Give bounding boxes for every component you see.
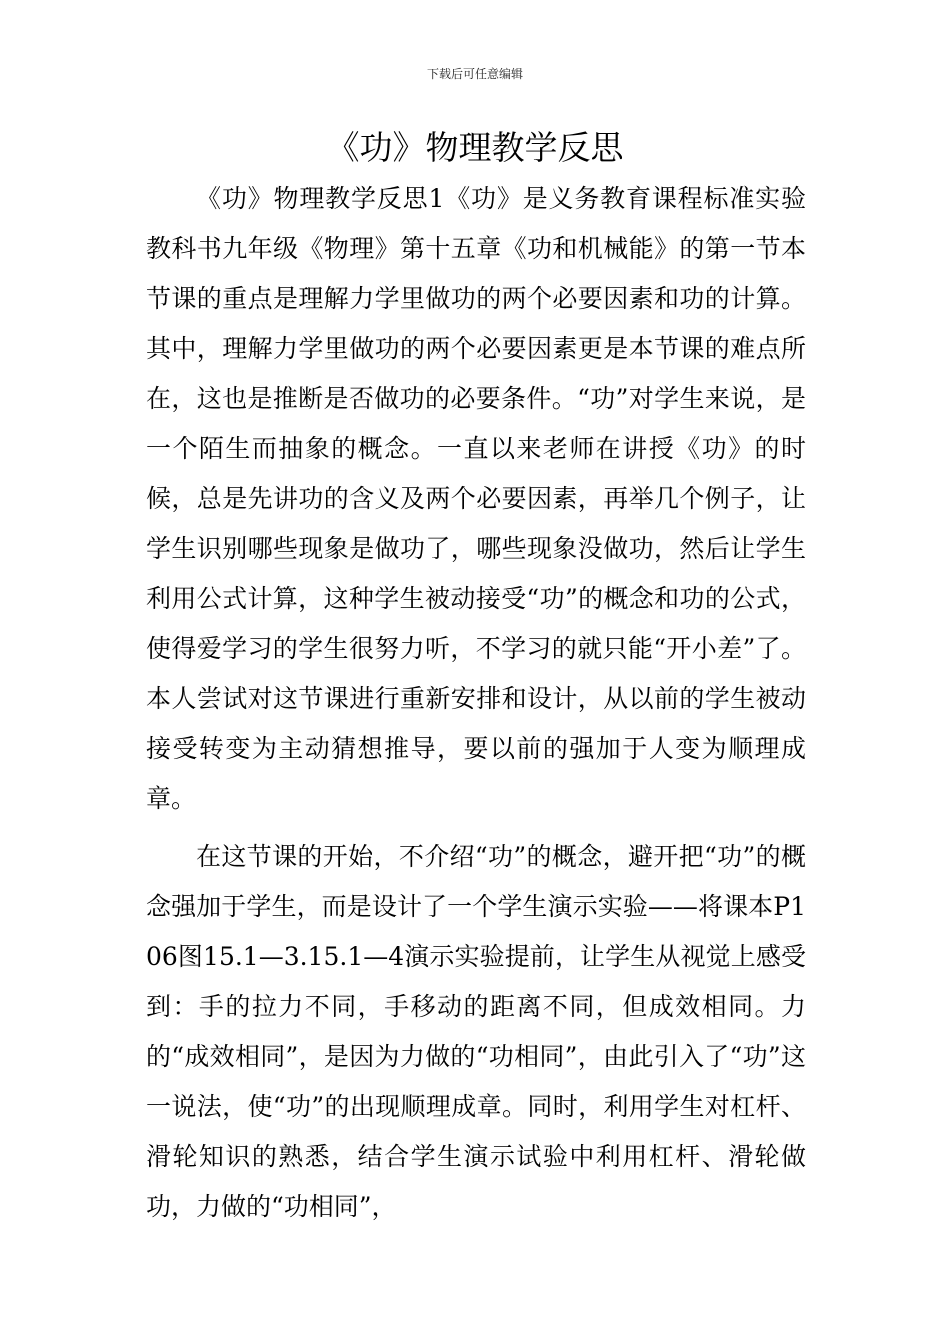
header-note: 下载后可任意编辑: [426, 67, 523, 81]
document-title: 《功》物理教学反思: [326, 128, 624, 167]
paragraph-1: 《功》物理教学反思1《功》是义务教育课程标准实验教科书九年级《物理》第十五章《功和机械能》的第一节本节课的重点是理解力学里做功的两个必要因素和功的计算。其中，理解力学里做功的两个必要因素更是本节课的难点所在，这也是推断是否做功的必要条件。“功”对学生来说，是一个陌生而抽象的概念。一直以来老师在讲授《功》的时候，总是先讲功的含义及两个必要因素，再举几个例子，让学生识别哪些现象是做功了，哪些现象没做功，然后让学生利用公式计算，这种学生被动接受“功”的概念和功的公式，使得爱学习的学生很努力听，不学习的就只能“开小差”了。本人尝试对这节课进行重新安排和设计，从以前的学生被动接受转变为主动猜想推导，要以前的强加于人变为顺理成章。: [146, 184, 806, 813]
paragraph-2: 在这节课的开始，不介绍“功”的概念，避开把“功”的概念强加于学生，而是设计了一个学生演示实验——将课本P106图15.1—3.15.1—4演示实验提前，让学生从视觉上感受到：手的拉力不同，手移动的距离不同，但成效相同。力的“成效相同”，是因为力做的“功相同”，由此引入了“功”这一说法，使“功”的出现顺理成章。同时，利用学生对杠杆、滑轮知识的熟悉，结合学生演示试验中利用杠杆、滑轮做功，力做的“功相同”，: [146, 842, 806, 1221]
document-body: [146, 174, 806, 1232]
